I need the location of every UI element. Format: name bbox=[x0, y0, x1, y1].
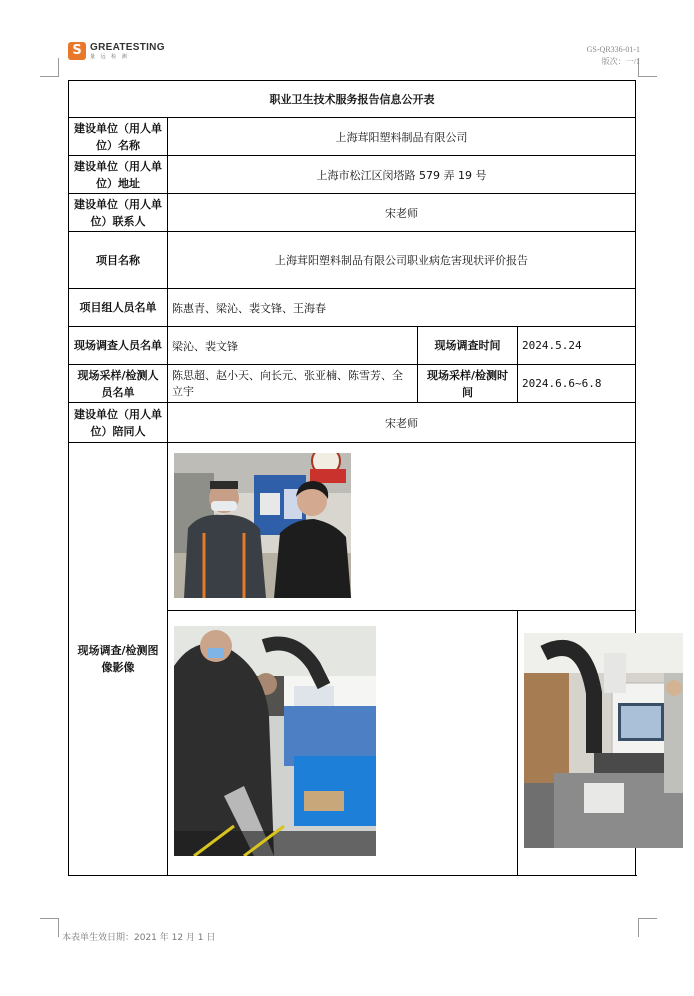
sampling-time-value: 2024.6.6~6.8 bbox=[518, 365, 636, 403]
unit-address-value: 上海市松江区闵塔路 579 弄 19 号 bbox=[168, 156, 636, 194]
disclosure-table bbox=[68, 80, 636, 876]
doc-version: 版次：一/1 bbox=[601, 57, 640, 66]
document-meta bbox=[587, 44, 640, 68]
corner-mark-bottom-right bbox=[638, 918, 657, 937]
photo-survey-staff bbox=[174, 453, 351, 598]
footer-effective-date: 本表单生效日期：2021 年 12 月 1 日 bbox=[62, 933, 216, 943]
project-team-label: 项目组人员名单 bbox=[69, 289, 168, 327]
accompany-value: 宋老师 bbox=[168, 403, 636, 443]
project-name-value: 上海茸阳塑料制品有限公司职业病危害现状评价报告 bbox=[168, 232, 636, 289]
unit-contact-label: 建设单位（用人单位）联系人 bbox=[69, 194, 168, 232]
project-team-value: 陈惠青、梁沁、裴文锋、王海春 bbox=[168, 289, 636, 327]
doc-code: GS-QR336-01-1 bbox=[586, 45, 640, 54]
photo-cell-bottom-left bbox=[168, 611, 518, 876]
survey-staff-value: 梁沁、裴文锋 bbox=[168, 327, 418, 365]
survey-staff-label: 现场调查人员名单 bbox=[69, 327, 168, 365]
company-logo bbox=[68, 42, 165, 60]
sampling-staff-value: 陈思超、赵小天、向长元、张亚楠、陈雪芳、全立宇 bbox=[168, 365, 418, 403]
unit-name-label: 建设单位（用人单位）名称 bbox=[69, 118, 168, 156]
logo-subtitle: 量 远 检 测 bbox=[90, 53, 129, 60]
unit-contact-value: 宋老师 bbox=[168, 194, 636, 232]
logo-s-icon: S bbox=[68, 42, 86, 60]
sampling-time-label: 现场采样/检测时间 bbox=[418, 365, 518, 403]
survey-time-value: 2024.5.24 bbox=[518, 327, 636, 365]
unit-address-label: 建设单位（用人单位）地址 bbox=[69, 156, 168, 194]
photo-sampling-equipment bbox=[524, 633, 683, 848]
corner-mark-bottom-left bbox=[40, 918, 59, 937]
corner-mark-top-right bbox=[638, 58, 657, 77]
page-title: 职业卫生技术服务报告信息公开表 bbox=[69, 81, 636, 118]
accompany-label: 建设单位（用人单位）陪同人 bbox=[69, 403, 168, 443]
logo-name: GREATESTING bbox=[90, 41, 165, 53]
photo-cell-top bbox=[168, 443, 636, 611]
survey-time-label: 现场调查时间 bbox=[418, 327, 518, 365]
photo-cell-bottom-right bbox=[518, 611, 636, 876]
photo-sampling-workshop bbox=[174, 626, 376, 856]
images-label: 现场调查/检测图像影像 bbox=[69, 443, 168, 876]
sampling-staff-label: 现场采样/检测人员名单 bbox=[69, 365, 168, 403]
project-name-label: 项目名称 bbox=[69, 232, 168, 289]
unit-name-value: 上海茸阳塑料制品有限公司 bbox=[168, 118, 636, 156]
corner-mark-top-left bbox=[40, 58, 59, 77]
